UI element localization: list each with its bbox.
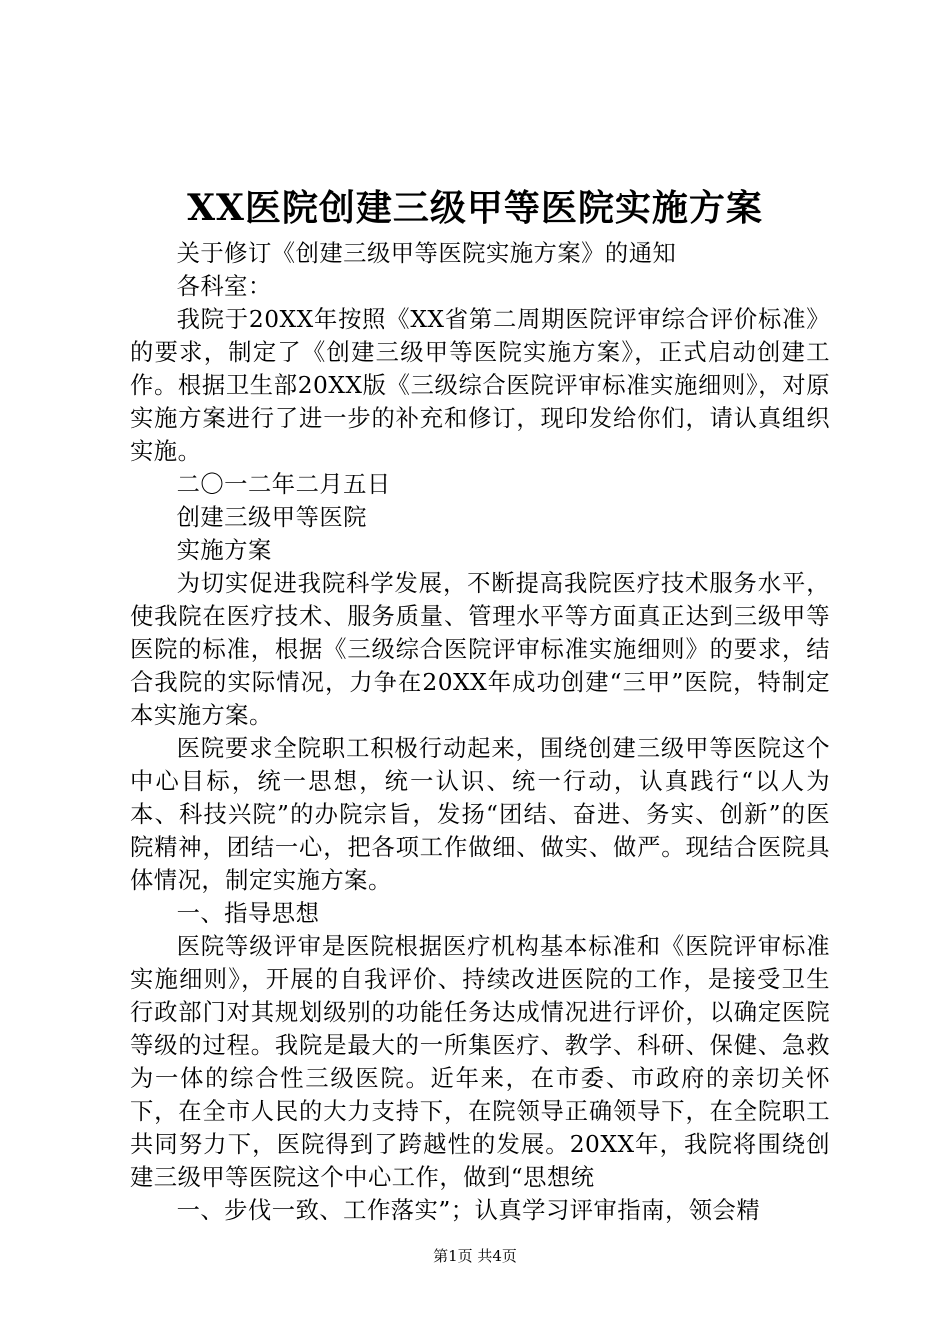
plan-title-line-1: 创建三级甲等医院: [176, 504, 367, 531]
date-line: 二〇一二年二月五日: [176, 471, 391, 498]
document-body: [130, 237, 830, 1227]
section-heading-guiding-ideology: 一、指导思想: [176, 900, 320, 927]
intro-paragraph: 为切实促进我院科学发展，不断提高我院医疗技术服务水平，使我院在医疗技术、服务质量、管理水平等方面真正达到三级甲等医院的标准，根据《三级综合医院评审标准实施细则》的要求，结合我院的实际情况，力争在20XX年成功创建“三甲”医院，特制定本实施方案。: [130, 570, 830, 729]
plan-title-line-2: 实施方案: [176, 537, 272, 564]
document-title: XX医院创建三级甲等医院实施方案: [187, 187, 763, 229]
notice-heading: 关于修订《创建三级甲等医院实施方案》的通知: [176, 240, 677, 267]
guiding-ideology-paragraph: 医院等级评审是医院根据医疗机构基本标准和《医院评审标准实施细则》，开展的自我评价、持续改进医院的工作，是接受卫生行政部门对其规划级别的功能任务达成情况进行评价，以确定医院等级的过程。我院是最大的一所集医疗、教学、科研、保健、急救为一体的综合性三级医院。近年来，在市委、市政府的亲切关怀下，在全市人民的大力支持下，在院领导正确领导下，在全院职工共同努力下，医院得到了跨越性的发展。20XX年，我院将围绕创建三级甲等医院这个中心工作，做到“思想统: [130, 933, 830, 1191]
page-footer: 第1页 共4页: [433, 1247, 517, 1265]
salutation: 各科室：: [176, 273, 272, 300]
requirements-paragraph: 医院要求全院职工积极行动起来，围绕创建三级甲等医院这个中心目标，统一思想，统一认识、统一行动，认真践行“以人为本、科技兴院”的办院宗旨，发扬“团结、奋进、务实、创新”的医院精神，团结一心，把各项工作做细、做实、做严。现结合医院具体情况，制定实施方案。: [130, 735, 830, 894]
continuation-paragraph: 一、步伐一致、工作落实”；认真学习评审指南，领会精: [176, 1197, 761, 1224]
notice-paragraph: 我院于20XX年按照《XX省第二周期医院评审综合评价标准》的要求，制定了《创建三级甲等医院实施方案》，正式启动创建工作。根据卫生部20XX版《三级综合医院评审标准实施细则》，对原实施方案进行了进一步的补充和修订，现印发给你们，请认真组织实施。: [130, 306, 830, 465]
